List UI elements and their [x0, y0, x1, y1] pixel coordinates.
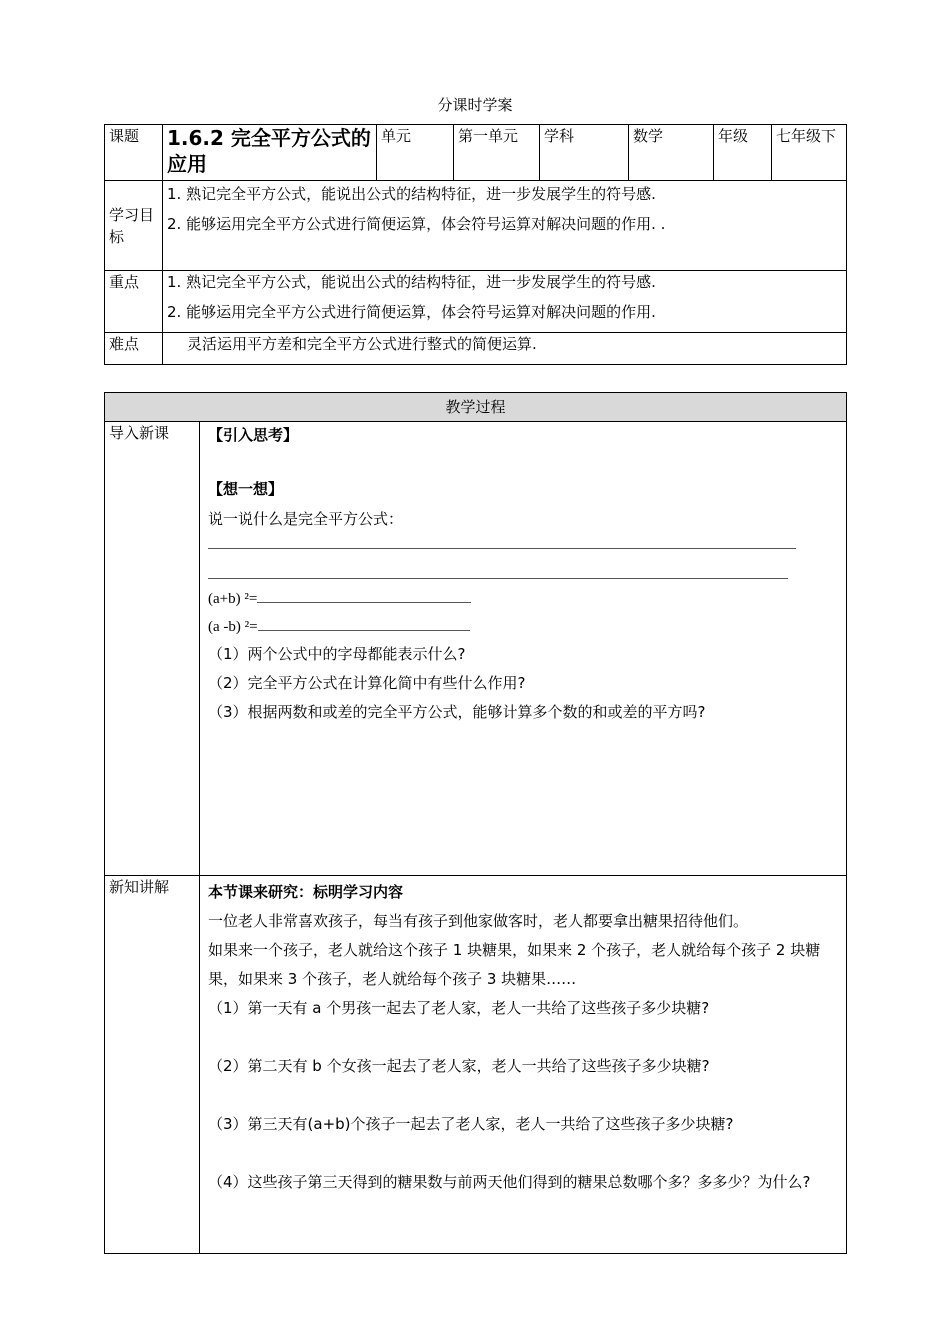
teaching-process-table — [104, 392, 847, 1254]
unit-value: 第一单元 — [454, 125, 540, 181]
grade-value: 七年级下 — [772, 125, 847, 181]
goals-label: 学习目标 — [105, 181, 163, 271]
story-question: （1）第一天有 a 个男孩一起去了老人家，老人一共给了这些孩子多少块糖? — [208, 999, 710, 1017]
formula-1-blank — [257, 588, 471, 603]
subject-value: 数学 — [629, 125, 714, 181]
key-points-label: 重点 — [105, 271, 163, 333]
answer-line-2 — [208, 578, 788, 579]
topic-value: 1.6.2 完全平方公式的应用 — [163, 125, 377, 181]
intro-label: 导入新课 — [105, 422, 200, 876]
formula-1-row — [208, 587, 842, 609]
formula-1: (a+b) ²= — [208, 591, 258, 607]
new-knowledge-heading: 本节课来研究：标明学习内容 — [208, 883, 404, 901]
story-question: （4）这些孩子第三天得到的糖果数与前两天他们得到的糖果总数哪个多？多多少？为什么? — [208, 1173, 811, 1191]
difficulty-content: 灵活运用平方差和完全平方公式进行整式的简便运算. — [163, 333, 847, 365]
key-point-item: 1. 熟记完全平方公式，能说出公式的结构特征，进一步发展学生的符号感. — [167, 273, 656, 291]
difficulty-label: 难点 — [105, 333, 163, 365]
story-paragraph: 一位老人非常喜欢孩子，每当有孩子到他家做客时，老人都要拿出糖果招待他们。 — [208, 912, 749, 930]
formula-2-row — [208, 615, 842, 637]
story-question: （3）第三天有(a+b)个孩子一起去了老人家，老人一共给了这些孩子多少块糖? — [208, 1115, 734, 1133]
formula-prompt: 说一说什么是完全平方公式： — [208, 510, 404, 528]
story-question: （2）第二天有 b 个女孩一起去了老人家，老人一共给了这些孩子多少块糖? — [208, 1057, 710, 1075]
subject-label: 学科 — [540, 125, 629, 181]
process-title: 教学过程 — [105, 393, 847, 422]
grade-label: 年级 — [714, 125, 772, 181]
story-paragraph: 如果来一个孩子，老人就给这个孩子 1 块糖果，如果来 2 个孩子，老人就给每个孩子 2 块糖果，如果来 3 个孩子，老人就给每个孩子 3 块糖果…… — [208, 941, 821, 988]
goals-content — [163, 181, 847, 271]
topic-label: 课题 — [105, 125, 163, 181]
intro-question: （1）两个公式中的字母都能表示什么? — [208, 645, 466, 663]
intro-question: （2）完全平方公式在计算化简中有些什么作用? — [208, 674, 526, 692]
new-knowledge-label: 新知讲解 — [105, 876, 200, 1254]
formula-2-blank — [258, 616, 470, 631]
answer-line-1 — [208, 548, 796, 549]
document-title: 分课时学案 — [437, 96, 513, 114]
intro-question: （3）根据两数和或差的完全平方公式，能够计算多个数的和或差的平方吗? — [208, 703, 706, 721]
key-point-item: 2. 能够运用完全平方公式进行简便运算，体会符号运算对解决问题的作用. — [167, 303, 656, 321]
unit-label: 单元 — [377, 125, 454, 181]
formula-2: (a -b) ²= — [208, 619, 258, 635]
intro-heading: 【引入思考】 — [208, 426, 299, 444]
key-points-content — [163, 271, 847, 333]
think-heading: 【想一想】 — [208, 480, 284, 498]
new-knowledge-content — [200, 876, 847, 1254]
goal-item: 1. 熟记完全平方公式，能说出公式的结构特征，进一步发展学生的符号感. — [167, 185, 656, 203]
goal-item: 2. 能够运用完全平方公式进行简便运算，体会符号运算对解决问题的作用. . — [167, 215, 666, 233]
intro-content — [200, 422, 847, 876]
lesson-info-table — [104, 124, 847, 365]
